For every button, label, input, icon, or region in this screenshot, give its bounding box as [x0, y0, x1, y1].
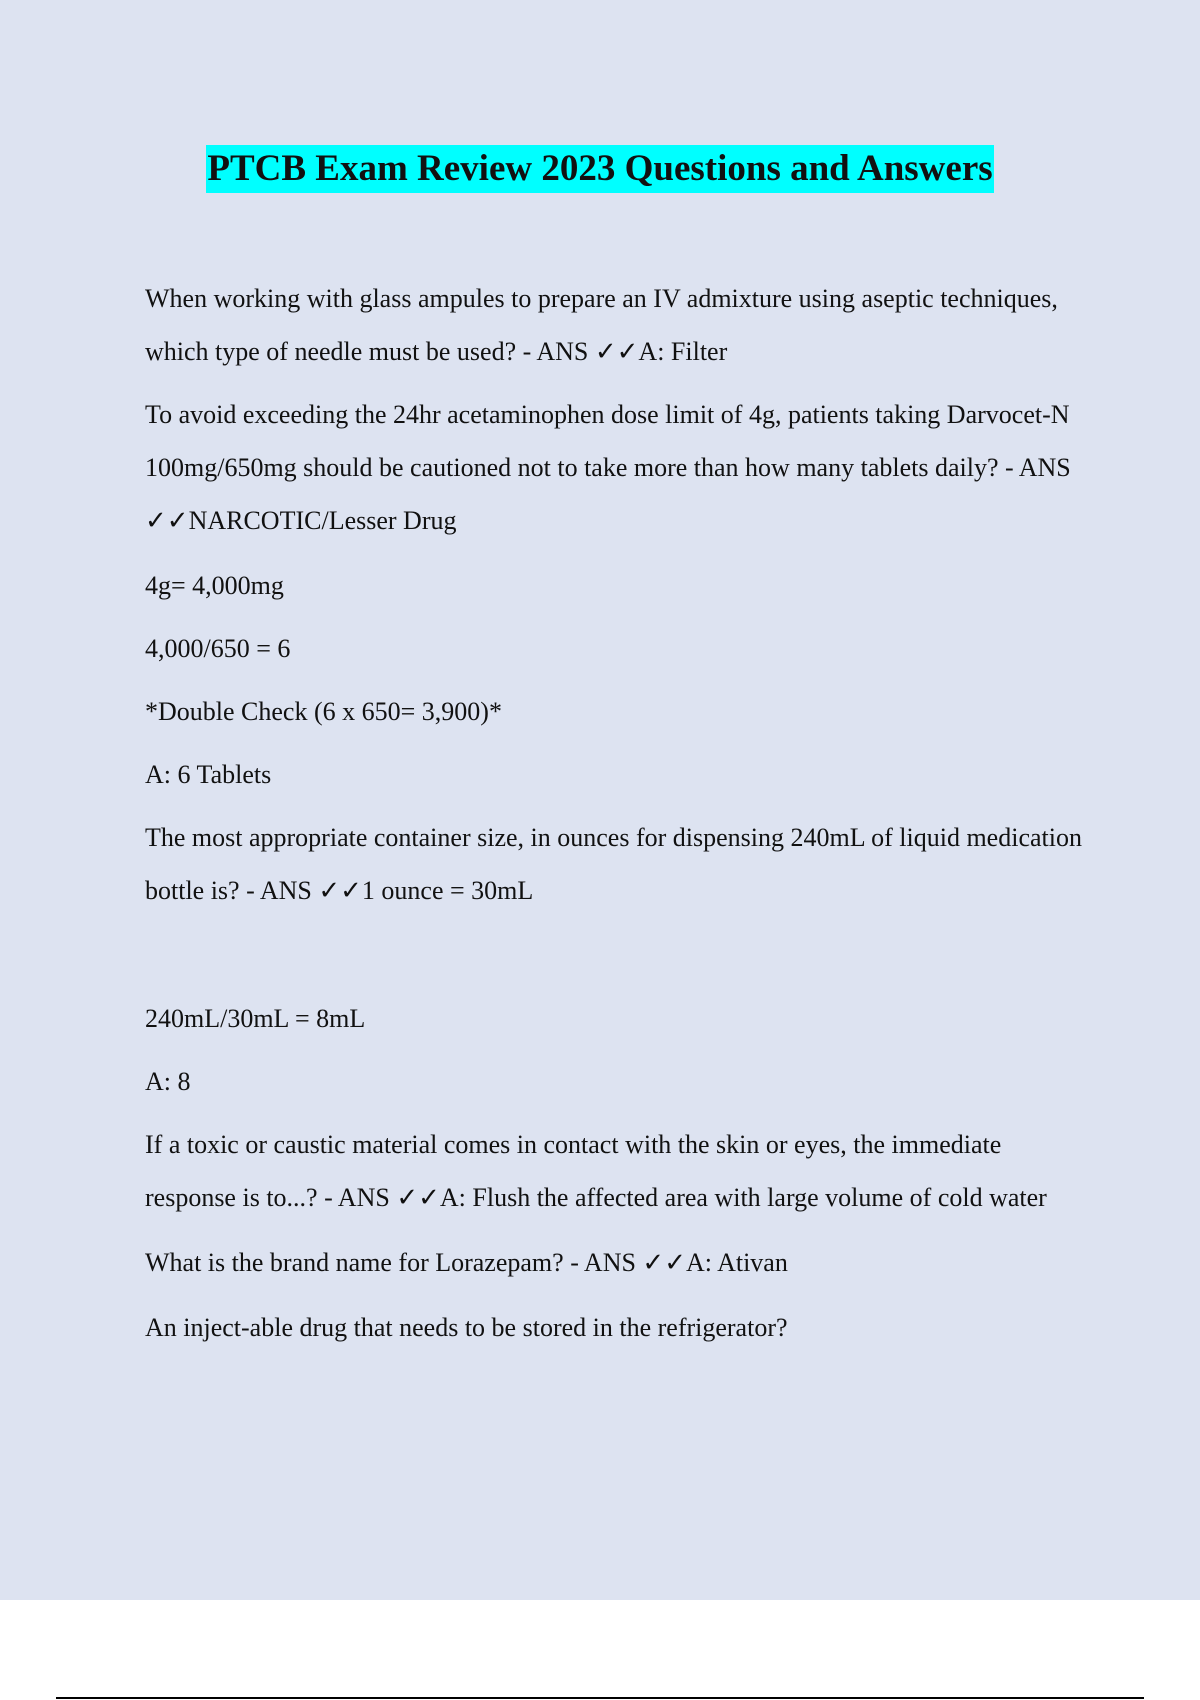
calculation-line: 4,000/650 = 6	[145, 634, 291, 663]
question-ampules-needle: When working with glass ampules to prepare an IV admixture using aseptic techniques, which type of needle must be used? - ANS ✓✓A: Filter	[145, 284, 1058, 366]
title-container	[0, 145, 1200, 193]
document-title: PTCB Exam Review 2023 Questions and Answers	[206, 145, 993, 193]
question-refrigerated-injectable: An inject-able drug that needs to be stored in the refrigerator?	[145, 1313, 788, 1342]
document-body	[145, 272, 1095, 1354]
calculation-line: 4g= 4,000mg	[145, 571, 284, 600]
double-check-line: *Double Check (6 x 650= 3,900)*	[145, 697, 502, 726]
answer-line: A: 6 Tablets	[145, 760, 272, 789]
footer-divider	[56, 1697, 1144, 1699]
question-caustic-material: If a toxic or caustic material comes in contact with the skin or eyes, the immediate response is to...? - ANS ✓✓A: Flush the affected area with large volume of cold water	[145, 1130, 1047, 1212]
calculation-line: 240mL/30mL = 8mL	[145, 1004, 366, 1033]
question-lorazepam-brand: What is the brand name for Lorazepam? - ANS ✓✓A: Ativan	[145, 1248, 788, 1277]
question-container-size: The most appropriate container size, in ounces for dispensing 240mL of liquid medication bottle is? - ANS ✓✓1 ounce = 30mL	[145, 823, 1082, 905]
question-acetaminophen-limit: To avoid exceeding the 24hr acetaminophen dose limit of 4g, patients taking Darvocet-N 100mg/650mg should be cautioned not to take more than how many tablets daily? - ANS ✓✓NARCOTIC/Lesser Drug	[145, 400, 1071, 535]
answer-line: A: 8	[145, 1067, 191, 1096]
